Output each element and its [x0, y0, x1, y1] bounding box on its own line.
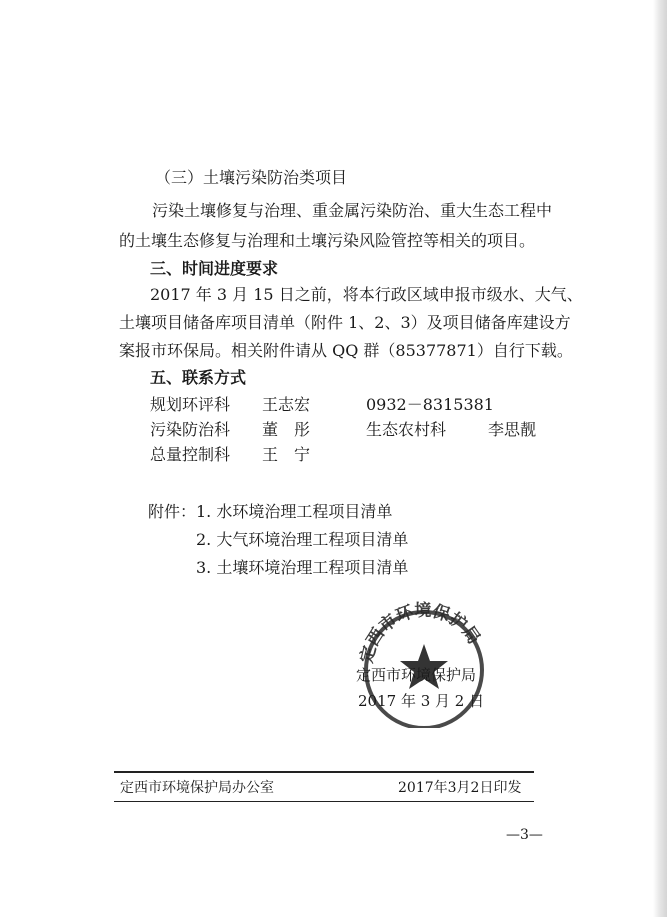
section-three-body-line-2: 的土壤生态修复与治理和土壤污染风险管控等相关的项目。	[119, 231, 536, 250]
contact-person: 董 彤	[262, 420, 311, 439]
attachments-label: 附件：	[148, 502, 197, 521]
section-three-body-line-1: 污染土壤修复与治理、重金属污染防治、重大生态工程中	[152, 201, 553, 220]
contact-dept: 规划环评科	[150, 395, 231, 414]
contact-person: 王志宏	[262, 395, 311, 414]
footer-print-date: 2017年3月2日印发	[398, 780, 522, 796]
svg-text:定西市环境保护局	[356, 600, 484, 665]
contact-dept: 污染防治科	[150, 420, 231, 439]
footer-top-rule	[114, 771, 534, 773]
schedule-heading: 三、时间进度要求	[150, 259, 279, 278]
attachment-item: 2. 大气环境治理工程项目清单	[196, 530, 409, 549]
seal-text: 定西市环境保护局	[356, 600, 484, 666]
section-three-heading: （三）土壤污染防治类项目	[155, 168, 348, 187]
attachment-item: 3. 土壤环境治理工程项目清单	[196, 558, 409, 577]
contact-person: 王 宁	[262, 445, 311, 464]
page-edge-shadow	[653, 0, 667, 917]
footer-bottom-rule	[114, 801, 534, 802]
page-number: —3—	[506, 827, 543, 843]
footer-office: 定西市环境保护局办公室	[120, 780, 274, 796]
contact-dept-2: 生态农村科	[366, 420, 447, 439]
schedule-body-line-1: 2017 年 3 月 15 日之前，将本行政区域申报市级水、大气、	[150, 285, 583, 304]
attachment-item: 1. 水环境治理工程项目清单	[196, 502, 393, 521]
signature-org: 定西市环境保护局	[356, 666, 477, 684]
contact-dept: 总量控制科	[150, 445, 231, 464]
schedule-body-line-2: 土壤项目储备库项目清单（附件 1、2、3）及项目储备库建设方	[119, 313, 571, 332]
signature-date: 2017 年 3 月 2 日	[358, 692, 485, 710]
contact-person-2: 李思靓	[488, 420, 537, 439]
contact-phone: 0932－8315381	[366, 395, 494, 414]
schedule-body-line-3: 案报市环保局。相关附件请从 QQ 群（85377871）自行下载。	[119, 341, 573, 360]
contact-heading: 五、联系方式	[150, 368, 247, 387]
